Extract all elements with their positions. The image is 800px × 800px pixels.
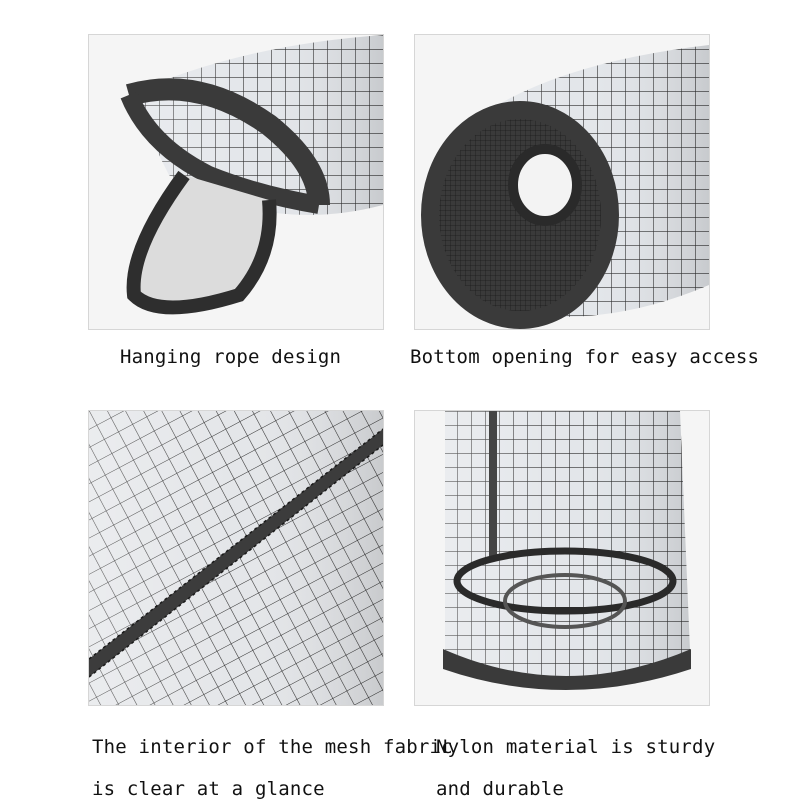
caption-nylon-line1: Nylon material is sturdy xyxy=(436,736,716,758)
caption-nylon-line2: and durable xyxy=(436,778,565,800)
nylon-material-photo xyxy=(414,410,710,706)
mesh-fabric-photo xyxy=(88,410,384,706)
hanging-rope-photo xyxy=(88,34,384,330)
caption-mesh-fabric-line1: The interior of the mesh fabric xyxy=(92,736,453,758)
bottom-opening-photo xyxy=(414,34,710,330)
caption-mesh-fabric-line2: is clear at a glance xyxy=(92,778,325,800)
caption-hanging-rope: Hanging rope design xyxy=(120,346,342,368)
caption-bottom-opening: Bottom opening for easy access xyxy=(410,346,760,368)
